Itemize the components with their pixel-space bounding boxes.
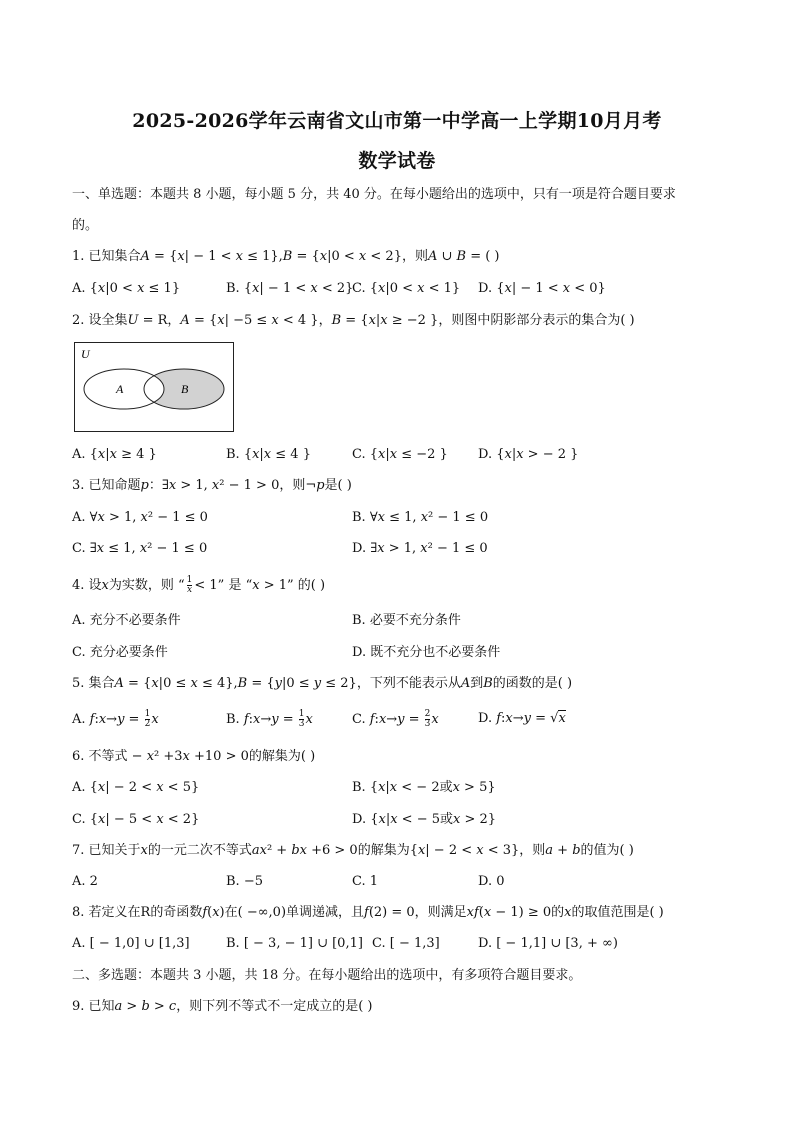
q5-option-d: D. 𝑓:𝑥→𝑦 = √𝑥	[478, 711, 566, 726]
venn-diagram	[74, 342, 234, 432]
q5-option-c: C. 𝑓:𝑥→𝑦 = $\frac{2}{3}$ 𝑥	[352, 709, 439, 729]
q1-option-a: A. {𝑥|0 < 𝑥 ≤ 1}	[72, 281, 181, 296]
venn-label-a: A	[116, 382, 124, 396]
q2-option-b: B. {𝑥|𝑥 ≤ 4 }	[226, 447, 311, 462]
q5-option-a: A. 𝑓:𝑥→𝑦 = $\frac{1}{2}$ 𝑥	[72, 709, 159, 729]
q4-option-c: C. 充分必要条件	[72, 645, 168, 660]
q7-option-c: C. 1	[352, 874, 379, 889]
q3-option-c: C. ∃𝑥 ≤ 1, 𝑥² − 1 ≤ 0	[72, 541, 208, 556]
q2-option-d: D. {𝑥|𝑥 > − 2 }	[478, 447, 579, 462]
q4-option-a: A. 充分不必要条件	[72, 613, 181, 628]
fraction-one-over-x: 1 𝑥	[186, 575, 193, 595]
q1-option-c: C. {𝑥|0 < 𝑥 < 1}	[352, 281, 461, 296]
section1-heading: 一、单选题：本题共 8 小题，每小题 5 分，共 40 分。在每小题给出的选项中，只有一项是符合题目要求	[72, 187, 676, 202]
question-6-stem: 6. 不等式 − 𝑥² +3𝑥 +10 > 0的解集为( )	[72, 749, 316, 764]
q6-option-a: A. {𝑥| − 2 < 𝑥 < 5}	[72, 780, 200, 795]
q1-option-d: D. {𝑥| − 1 < 𝑥 < 0}	[478, 281, 606, 296]
q6-option-b: B. {𝑥|𝑥 < − 2或𝑥 > 5}	[352, 780, 496, 795]
question-1-stem: 1. 已知集合𝐴 = {𝑥| − 1 < 𝑥 ≤ 1},𝐵 = {𝑥|0 < 𝑥 < 2}，则𝐴 ∪ 𝐵 = ( )	[72, 249, 500, 264]
q3-option-a: A. ∀𝑥 > 1, 𝑥² − 1 ≤ 0	[72, 510, 208, 525]
q7-option-d: D. 0	[478, 874, 505, 889]
q6-option-d: D. {𝑥|𝑥 < − 5或𝑥 > 2}	[352, 812, 497, 827]
q8-option-d: D. [ − 1,1] ∪ [3, + ∞)	[478, 936, 618, 951]
question-2-stem: 2. 设全集𝑈 = R，𝐴 = {𝑥| −5 ≤ 𝑥 < 4 }，𝐵 = {𝑥|𝑥 ≥ −2 }，则图中阴影部分表示的集合为( )	[72, 313, 635, 328]
q8-option-b: B. [ − 3, − 1] ∪ [0,1]	[226, 936, 363, 951]
question-5-stem: 5. 集合𝐴 = {𝑥|0 ≤ 𝑥 ≤ 4},𝐵 = {𝑦|0 ≤ 𝑦 ≤ 2}，下列不能表示从𝐴到𝐵的函数的是( )	[72, 676, 573, 691]
question-8-stem: 8. 若定义在R的奇函数𝑓(𝑥)在( −∞,0)单调递减，且𝑓(2) = 0，则满足𝑥𝑓(𝑥 − 1) ≥ 0的𝑥的取值范围是( )	[72, 905, 664, 920]
q4-option-d: D. 既不充分也不必要条件	[352, 645, 501, 660]
q2-option-a: A. {𝑥|𝑥 ≥ 4 }	[72, 447, 157, 462]
q8-option-a: A. [ − 1,0] ∪ [1,3]	[72, 936, 190, 951]
venn-label-u: U	[81, 347, 90, 361]
q7-option-b: B. −5	[226, 874, 263, 889]
section1-heading-cont: 的。	[72, 218, 99, 233]
question-4-stem: 4. 设𝑥为实数，则 “ 1 𝑥 < 1” 是 “𝑥 > 1” 的( )	[72, 575, 326, 595]
q7-option-a: A. 2	[72, 874, 98, 889]
exam-title: 2025-2026学年云南省文山市第一中学高一上学期10月月考	[132, 110, 662, 132]
question-7-stem: 7. 已知关于𝑥的一元二次不等式𝑎𝑥² + 𝑏𝑥 +6 > 0的解集为{𝑥| − 2 < 𝑥 < 3}，则𝑎 + 𝑏的值为( )	[72, 843, 634, 858]
q4-option-b: B. 必要不充分条件	[352, 613, 461, 628]
q6-option-c: C. {𝑥| − 5 < 𝑥 < 2}	[72, 812, 200, 827]
q1-option-b: B. {𝑥| − 1 < 𝑥 < 2}	[226, 281, 354, 296]
section2-heading: 二、多选题：本题共 3 小题，共 18 分。在每小题给出的选项中，有多项符合题目要求。	[72, 968, 582, 983]
q2-option-c: C. {𝑥|𝑥 ≤ −2 }	[352, 447, 448, 462]
q5-option-b: B. 𝑓:𝑥→𝑦 = $\frac{1}{3}$ 𝑥	[226, 709, 313, 729]
set-a-ellipse	[84, 369, 164, 409]
venn-label-b: B	[181, 382, 189, 396]
q8-option-c: C. [ − 1,3]	[372, 936, 440, 951]
exam-subtitle: 数学试卷	[358, 150, 436, 172]
q3-option-b: B. ∀𝑥 ≤ 1, 𝑥² − 1 ≤ 0	[352, 510, 489, 525]
question-9-stem: 9. 已知𝑎 > 𝑏 > 𝑐，则下列不等式不一定成立的是( )	[72, 999, 373, 1014]
q3-option-d: D. ∃𝑥 > 1, 𝑥² − 1 ≤ 0	[352, 541, 488, 556]
question-3-stem: 3. 已知命题𝑝：∃𝑥 > 1, 𝑥² − 1 > 0，则¬𝑝是( )	[72, 478, 352, 493]
